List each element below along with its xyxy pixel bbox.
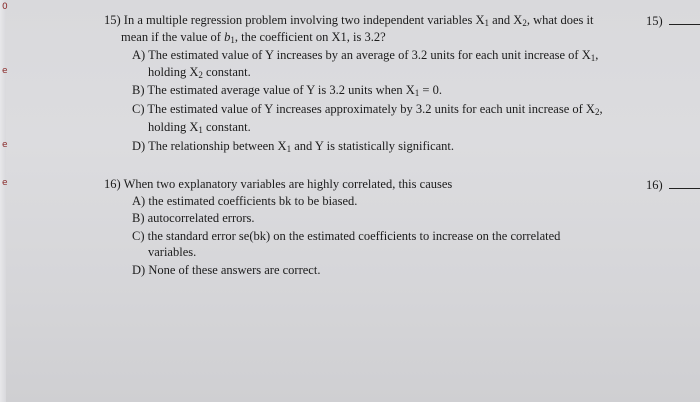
option-a-line2 (148, 65, 251, 83)
option-text: C) The estimated value of Y increases approximately by 3.2 units for each unit increase of X (132, 102, 595, 116)
option-text: = 0. (419, 83, 442, 97)
option-text: D) The relationship between X (132, 139, 287, 153)
option-text: B) The estimated average value of Y is 3.2 units when X (132, 83, 415, 97)
margin-mark: e (2, 66, 8, 76)
answer-line (669, 177, 700, 189)
margin-mark: e (2, 178, 8, 188)
option-text: holding X (148, 65, 199, 79)
stem-text: mean if the value of (121, 30, 225, 44)
stem-text: , what does it (526, 13, 594, 27)
option-b (132, 83, 442, 101)
option-a: A) the estimated coefficients bk to be biased. (132, 194, 358, 208)
option-d (132, 139, 454, 157)
option-text: A) The estimated value of Y increases by an average of 3.2 units for each unit increase of X (132, 48, 591, 62)
answer-blank-15[interactable] (646, 13, 700, 29)
option-text: and Y is statistically significant. (291, 139, 455, 153)
subscript: 1 (414, 88, 420, 98)
page-edge (0, 0, 6, 402)
subscript: 1 (590, 53, 596, 63)
option-c-line2: variables. (148, 245, 197, 259)
subscript: 1 (230, 35, 235, 45)
margin-mark: 0 (2, 2, 8, 12)
answer-label: 16) (646, 178, 663, 192)
subscript: 1 (484, 18, 489, 28)
question-number: 15) (104, 13, 121, 27)
option-text: holding X (148, 120, 199, 134)
stem-text: In a multiple regression problem involving two independent variables X (123, 13, 485, 27)
margin-mark: e (2, 140, 8, 150)
subscript: 2 (594, 107, 600, 117)
option-text: , (595, 48, 599, 62)
question-16-stem (104, 177, 452, 192)
answer-blank-16[interactable] (646, 177, 700, 193)
subscript: 1 (198, 125, 203, 135)
option-d: D) None of these answers are correct. (132, 263, 321, 277)
option-c: C) the standard error se(bk) on the estimated coefficients to increase on the correlated (132, 229, 561, 243)
option-c-line2 (148, 120, 251, 138)
question-number: 16) (104, 177, 121, 191)
stem-text: , the coefficient on X1, is 3.2? (234, 30, 386, 44)
subscript: 2 (198, 70, 203, 80)
stem-text: When two explanatory variables are highly correlated, this causes (123, 177, 453, 191)
option-b: B) autocorrelated errors. (132, 211, 255, 225)
option-text: constant. (202, 120, 251, 134)
answer-label: 15) (646, 14, 663, 28)
answer-line (669, 13, 700, 25)
stem-text: and X (488, 13, 523, 27)
subscript: 1 (286, 144, 292, 154)
option-text: , (599, 102, 603, 116)
question-15-stem-line2 (121, 30, 386, 48)
option-text: constant. (202, 65, 251, 79)
subscript: 2 (522, 18, 527, 28)
question-15-stem-line1 (104, 13, 593, 31)
option-c (132, 102, 603, 120)
coefficient-symbol: b (224, 30, 231, 44)
option-a (132, 48, 598, 66)
